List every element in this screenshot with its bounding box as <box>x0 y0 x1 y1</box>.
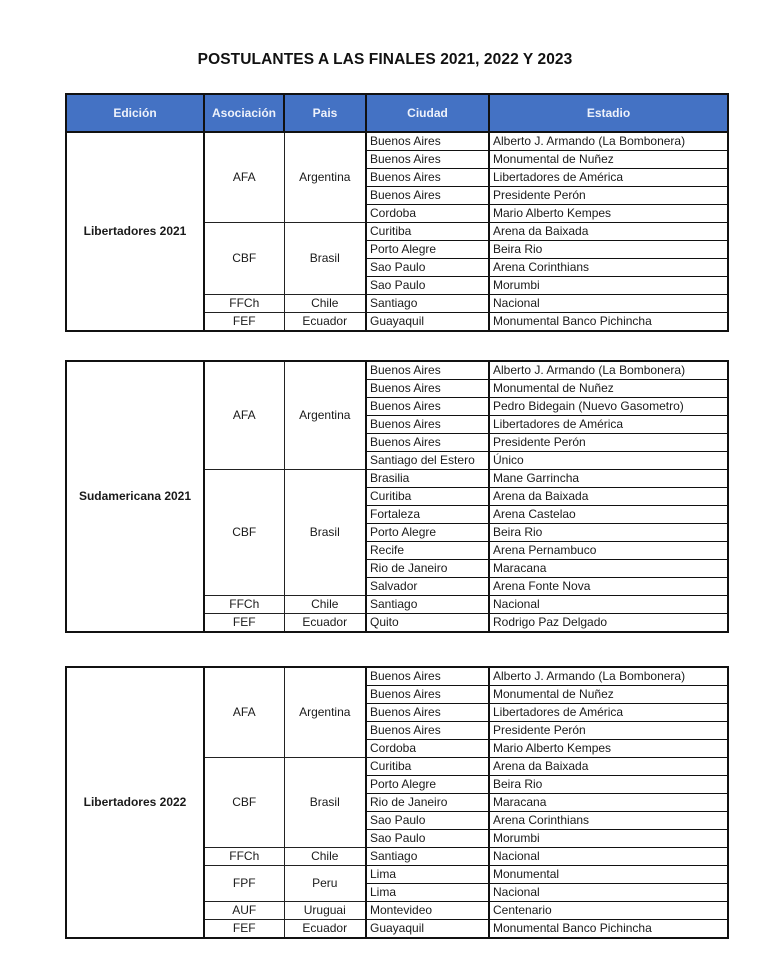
ciudad-cell: Rio de Janeiro <box>366 794 489 812</box>
asociacion-cell: FEF <box>204 313 284 332</box>
pais-cell: Chile <box>284 596 366 614</box>
estadio-cell: Alberto J. Armando (La Bombonera) <box>489 361 728 380</box>
pais-cell: Brasil <box>284 223 366 295</box>
estadio-cell: Morumbi <box>489 277 728 295</box>
ciudad-cell: Santiago <box>366 848 489 866</box>
ciudad-cell: Buenos Aires <box>366 704 489 722</box>
edition-name: Libertadores 2022 <box>66 667 204 938</box>
asociacion-cell: CBF <box>204 758 284 848</box>
header-edicion: Edición <box>66 94 204 132</box>
ciudad-cell: Buenos Aires <box>366 667 489 686</box>
asociacion-cell: FEF <box>204 920 284 939</box>
ciudad-cell: Sao Paulo <box>366 830 489 848</box>
ciudad-cell: Sao Paulo <box>366 812 489 830</box>
estadio-cell: Pedro Bidegain (Nuevo Gasometro) <box>489 398 728 416</box>
ciudad-cell: Montevideo <box>366 902 489 920</box>
estadio-cell: Presidente Perón <box>489 434 728 452</box>
estadio-cell: Arena da Baixada <box>489 758 728 776</box>
estadio-cell: Nacional <box>489 848 728 866</box>
ciudad-cell: Santiago del Estero <box>366 452 489 470</box>
ciudad-cell: Rio de Janeiro <box>366 560 489 578</box>
ciudad-cell: Buenos Aires <box>366 132 489 151</box>
header-row <box>66 94 728 132</box>
pais-cell: Chile <box>284 848 366 866</box>
edition-name: Sudamericana 2021 <box>66 361 204 632</box>
header-estadio: Estadio <box>489 94 728 132</box>
estadio-cell: Morumbi <box>489 830 728 848</box>
estadio-cell: Libertadores de América <box>489 704 728 722</box>
estadio-cell: Mario Alberto Kempes <box>489 740 728 758</box>
ciudad-cell: Guayaquil <box>366 920 489 939</box>
asociacion-cell: FEF <box>204 614 284 633</box>
ciudad-cell: Sao Paulo <box>366 277 489 295</box>
estadio-cell: Centenario <box>489 902 728 920</box>
pais-cell: Peru <box>284 866 366 902</box>
ciudad-cell: Buenos Aires <box>366 169 489 187</box>
ciudad-cell: Santiago <box>366 295 489 313</box>
estadio-cell: Nacional <box>489 596 728 614</box>
ciudad-cell: Lima <box>366 866 489 884</box>
table-row <box>66 667 728 686</box>
estadio-cell: Mario Alberto Kempes <box>489 205 728 223</box>
pais-cell: Brasil <box>284 470 366 596</box>
header-ciudad: Ciudad <box>366 94 489 132</box>
pais-cell: Argentina <box>284 667 366 758</box>
estadio-cell: Alberto J. Armando (La Bombonera) <box>489 132 728 151</box>
estadio-cell: Monumental de Nuñez <box>489 380 728 398</box>
estadio-cell: Libertadores de América <box>489 169 728 187</box>
estadio-cell: Libertadores de América <box>489 416 728 434</box>
ciudad-cell: Buenos Aires <box>366 686 489 704</box>
ciudad-cell: Buenos Aires <box>366 187 489 205</box>
estadio-cell: Nacional <box>489 884 728 902</box>
ciudad-cell: Curitiba <box>366 758 489 776</box>
asociacion-cell: AUF <box>204 902 284 920</box>
ciudad-cell: Brasilia <box>366 470 489 488</box>
estadio-cell: Monumental Banco Pichincha <box>489 313 728 332</box>
asociacion-cell: FPF <box>204 866 284 902</box>
edition-table <box>65 93 729 332</box>
pais-cell: Argentina <box>284 361 366 470</box>
pais-cell: Ecuador <box>284 614 366 633</box>
asociacion-cell: CBF <box>204 223 284 295</box>
estadio-cell: Monumental de Nuñez <box>489 151 728 169</box>
edition-name: Libertadores 2021 <box>66 132 204 331</box>
estadio-cell: Nacional <box>489 295 728 313</box>
estadio-cell: Maracana <box>489 794 728 812</box>
ciudad-cell: Porto Alegre <box>366 241 489 259</box>
ciudad-cell: Santiago <box>366 596 489 614</box>
asociacion-cell: CBF <box>204 470 284 596</box>
ciudad-cell: Cordoba <box>366 740 489 758</box>
ciudad-cell: Fortaleza <box>366 506 489 524</box>
pais-cell: Chile <box>284 295 366 313</box>
ciudad-cell: Buenos Aires <box>366 434 489 452</box>
pais-cell: Ecuador <box>284 313 366 332</box>
ciudad-cell: Lima <box>366 884 489 902</box>
ciudad-cell: Guayaquil <box>366 313 489 332</box>
ciudad-cell: Buenos Aires <box>366 361 489 380</box>
estadio-cell: Rodrigo Paz Delgado <box>489 614 728 633</box>
estadio-cell: Monumental Banco Pichincha <box>489 920 728 939</box>
ciudad-cell: Buenos Aires <box>366 722 489 740</box>
header-pais: Pais <box>284 94 366 132</box>
estadio-cell: Maracana <box>489 560 728 578</box>
ciudad-cell: Buenos Aires <box>366 151 489 169</box>
estadio-cell: Mane Garrincha <box>489 470 728 488</box>
page-title: POSTULANTES A LAS FINALES 2021, 2022 Y 2023 <box>197 51 573 68</box>
estadio-cell: Arena Castelao <box>489 506 728 524</box>
asociacion-cell: FFCh <box>204 848 284 866</box>
pais-cell: Argentina <box>284 132 366 223</box>
estadio-cell: Beira Rio <box>489 241 728 259</box>
estadio-cell: Beira Rio <box>489 524 728 542</box>
pais-cell: Uruguai <box>284 902 366 920</box>
ciudad-cell: Porto Alegre <box>366 524 489 542</box>
estadio-cell: Arena da Baixada <box>489 223 728 241</box>
estadio-cell: Alberto J. Armando (La Bombonera) <box>489 667 728 686</box>
ciudad-cell: Porto Alegre <box>366 776 489 794</box>
header-asociacion: Asociación <box>204 94 284 132</box>
estadio-cell: Monumental de Nuñez <box>489 686 728 704</box>
table-row <box>66 361 728 380</box>
estadio-cell: Monumental <box>489 866 728 884</box>
ciudad-cell: Salvador <box>366 578 489 596</box>
estadio-cell: Arena Fonte Nova <box>489 578 728 596</box>
pais-cell: Brasil <box>284 758 366 848</box>
ciudad-cell: Curitiba <box>366 223 489 241</box>
edition-table <box>65 360 729 633</box>
estadio-cell: Único <box>489 452 728 470</box>
asociacion-cell: AFA <box>204 132 284 223</box>
ciudad-cell: Buenos Aires <box>366 416 489 434</box>
ciudad-cell: Buenos Aires <box>366 380 489 398</box>
table-row <box>66 132 728 151</box>
pais-cell: Ecuador <box>284 920 366 939</box>
asociacion-cell: FFCh <box>204 596 284 614</box>
asociacion-cell: FFCh <box>204 295 284 313</box>
estadio-cell: Beira Rio <box>489 776 728 794</box>
estadio-cell: Arena da Baixada <box>489 488 728 506</box>
asociacion-cell: AFA <box>204 361 284 470</box>
estadio-cell: Arena Corinthians <box>489 259 728 277</box>
estadio-cell: Presidente Perón <box>489 187 728 205</box>
ciudad-cell: Sao Paulo <box>366 259 489 277</box>
estadio-cell: Arena Pernambuco <box>489 542 728 560</box>
ciudad-cell: Buenos Aires <box>366 398 489 416</box>
ciudad-cell: Cordoba <box>366 205 489 223</box>
edition-table <box>65 666 729 939</box>
asociacion-cell: AFA <box>204 667 284 758</box>
ciudad-cell: Curitiba <box>366 488 489 506</box>
ciudad-cell: Recife <box>366 542 489 560</box>
estadio-cell: Arena Corinthians <box>489 812 728 830</box>
ciudad-cell: Quito <box>366 614 489 633</box>
estadio-cell: Presidente Perón <box>489 722 728 740</box>
